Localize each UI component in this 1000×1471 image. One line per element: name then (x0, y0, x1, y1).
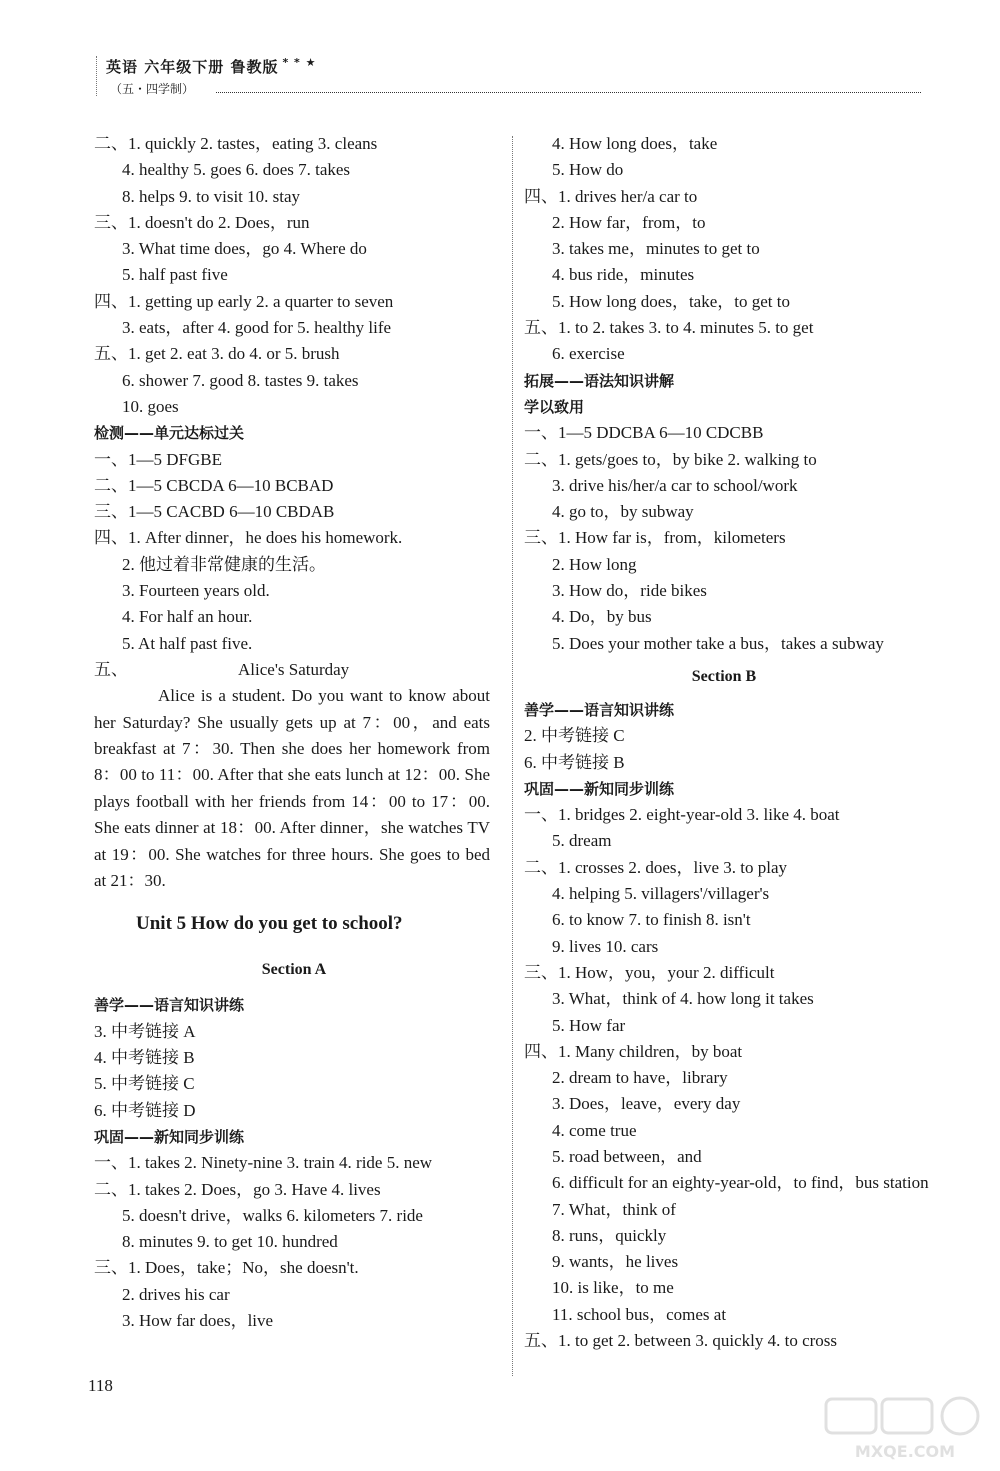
watermark-text: MXQE.COM (854, 1442, 956, 1461)
answer-line: 4. go to，by subway (552, 502, 694, 522)
unit-title: Unit 5 How do you get to school? (136, 913, 403, 935)
answer-line: 四、1. Many children，by boat (524, 1041, 743, 1061)
answer-line: 二、1. quickly 2. tastes，eating 3. cleans (94, 134, 378, 153)
answer-line: 2. 他过着非常健康的生活。 (122, 554, 326, 574)
answer-line: 5. How do (552, 160, 624, 180)
answer-line: 10. is like，to me (552, 1278, 674, 1298)
essay-label: 五、 (94, 659, 128, 679)
answer-line: 四、1. drives her/a car to (524, 186, 698, 206)
answer-line: 三、1. doesn't do 2. Does，run (94, 212, 310, 232)
answer-line: 4. bus ride，minutes (552, 265, 695, 285)
section-heading: 学以致用 (524, 397, 585, 416)
answer-line: 3. eats，after 4. good for 5. healthy life (122, 318, 392, 338)
star-icon: * * ★ (282, 56, 317, 69)
section-title: Section B (691, 667, 757, 685)
answer-line: 3. Does，leave，every day (552, 1094, 741, 1114)
answer-line: 3. drive his/her/a car to school/work (552, 475, 798, 495)
answer-line: 三、1. How，you，your 2. difficult (524, 962, 775, 982)
answer-line: 二、1. gets/goes to，by bike 2. walking to (524, 449, 817, 469)
answer-line: 5. dream (552, 831, 612, 851)
answer-line: 3. takes me，minutes to get to (552, 239, 760, 259)
watermark-logo (820, 1395, 990, 1465)
answer-line: 6. to know 7. to finish 8. isn't (552, 910, 751, 930)
right-column (524, 131, 929, 1354)
answer-line: 9. lives 10. cars (552, 936, 659, 956)
header-title: 英语 六年级下册 鲁教版 * * ★ (106, 56, 317, 76)
answer-line: 一、1. bridges 2. eight-year-old 3. like 4. boat (524, 805, 840, 825)
answer-line: 8. helps 9. to visit 10. stay (122, 186, 301, 206)
answer-line: 3. How far does，live (122, 1311, 274, 1331)
section-heading: 善学——语言知识讲练 (524, 700, 675, 719)
essay-title: Alice's Saturday (238, 659, 350, 679)
header-subtitle: （五・四学制） (110, 82, 195, 96)
answer-line: 四、1. After dinner，he does his homework. (94, 528, 403, 548)
answer-line: 6. 中考链接 B (524, 752, 625, 772)
answer-line: 4. Do，by bus (552, 607, 652, 627)
answer-line: 9. wants，he lives (552, 1252, 679, 1272)
answer-line: 10. goes (122, 396, 179, 416)
answer-line: 2. 中考链接 C (524, 726, 625, 746)
section-heading: 巩固——新知同步训练 (524, 779, 675, 798)
answer-line: 6. exercise (552, 344, 625, 364)
answer-line: 5. How long does，take，to get to (552, 291, 790, 311)
header-margin-line (96, 56, 103, 96)
answer-line: 5. road between，and (552, 1146, 702, 1166)
answer-line: 三、1. Does，take；No，she doesn't. (94, 1258, 359, 1278)
answer-line: 5. At half past five. (122, 633, 253, 653)
answer-line: 11. school bus，comes at (552, 1304, 727, 1324)
answer-line: 3. How do，ride bikes (552, 581, 707, 601)
answer-line: 3. 中考链接 A (94, 1021, 196, 1041)
page-number: 118 (88, 1376, 113, 1395)
answer-line: 8. runs，quickly (552, 1225, 667, 1245)
answer-line: 4. come true (552, 1120, 637, 1140)
answer-line: 2. dream to have，library (552, 1068, 728, 1088)
section-heading: 巩固——新知同步训练 (94, 1127, 245, 1146)
answer-line: 5. doesn't drive，walks 6. kilometers 7. ride (122, 1205, 423, 1225)
answer-line: 四、1. getting up early 2. a quarter to seven (94, 291, 394, 311)
answer-line: 4. 中考链接 B (94, 1048, 195, 1068)
answer-line: 6. 中考链接 D (94, 1100, 196, 1120)
answer-line: 3. What，think of 4. how long it takes (552, 989, 814, 1009)
answer-line: 一、1. takes 2. Ninety-nine 3. train 4. ride 5. new (94, 1153, 433, 1173)
answer-line: 二、1—5 CBCDA 6—10 BCBAD (94, 475, 334, 495)
section-heading: 检测——单元达标过关 (94, 424, 245, 443)
answer-line: 二、1. crosses 2. does，live 3. to play (524, 857, 787, 877)
answer-line: 五、1. to get 2. between 3. quickly 4. to cross (524, 1331, 838, 1351)
answer-line: 2. drives his car (122, 1284, 230, 1304)
answer-line: 5. 中考链接 C (94, 1074, 195, 1094)
answer-line: 五、1. to 2. takes 3. to 4. minutes 5. to get (524, 318, 814, 338)
answer-line: 3. Fourteen years old. (122, 581, 270, 601)
answer-line: 五、1. get 2. eat 3. do 4. or 5. brush (94, 344, 340, 364)
answer-line: 4. helping 5. villagers'/villager's (552, 884, 770, 904)
answer-line: 7. What，think of (552, 1199, 676, 1219)
essay-body: Alice is a student. Do you want to know about her Saturday? She usually gets up at 7：00，and eats breakfast at 7：30. Then she does her homework from 8：00 to 11：00. After that she eats lunch at 12：00. She plays football with her friends from 14：00 to 17：00. She eats dinner at 18：00. After dinner，she watches TV at 19：00. She watches for three hours. She goes to bed at 21：30. (94, 686, 490, 891)
answer-line: 三、1—5 CACBD 6—10 CBDAB (94, 502, 335, 522)
answer-line: 4. healthy 5. goes 6. does 7. takes (122, 160, 351, 180)
answer-line: 4. For half an hour. (122, 607, 253, 627)
answer-line: 4. How long does，take (552, 134, 718, 153)
answer-line: 2. How long (552, 554, 637, 574)
answer-line: 5. Does your mother take a bus，takes a subway (552, 633, 884, 653)
section-title: Section A (261, 961, 327, 979)
answer-line: 二、1. takes 2. Does，go 3. Have 4. lives (94, 1179, 381, 1199)
header-rule (216, 92, 921, 93)
essay-heading (94, 657, 494, 683)
answer-line: 一、1—5 DFGBE (94, 449, 222, 469)
answer-line: 5. How far (552, 1015, 626, 1035)
answer-line: 6. shower 7. good 8. tastes 9. takes (122, 370, 359, 390)
answer-line: 3. What time does，go 4. Where do (122, 239, 367, 259)
answer-line: 6. difficult for an eighty-year-old，to find，bus station (552, 1173, 929, 1193)
page-header (96, 50, 926, 100)
answer-line: 2. How far，from，to (552, 212, 706, 232)
section-heading: 善学——语言知识讲练 (94, 996, 245, 1015)
column-divider (512, 136, 513, 1376)
left-column (94, 131, 494, 1334)
answer-line: 8. minutes 9. to get 10. hundred (122, 1232, 338, 1252)
answer-line: 三、1. How far is，from，kilometers (524, 528, 786, 548)
answer-line: 5. half past five (122, 265, 228, 285)
section-heading: 拓展——语法知识讲解 (524, 371, 675, 390)
answer-line: 一、1—5 DDCBA 6—10 CDCBB (524, 423, 764, 443)
